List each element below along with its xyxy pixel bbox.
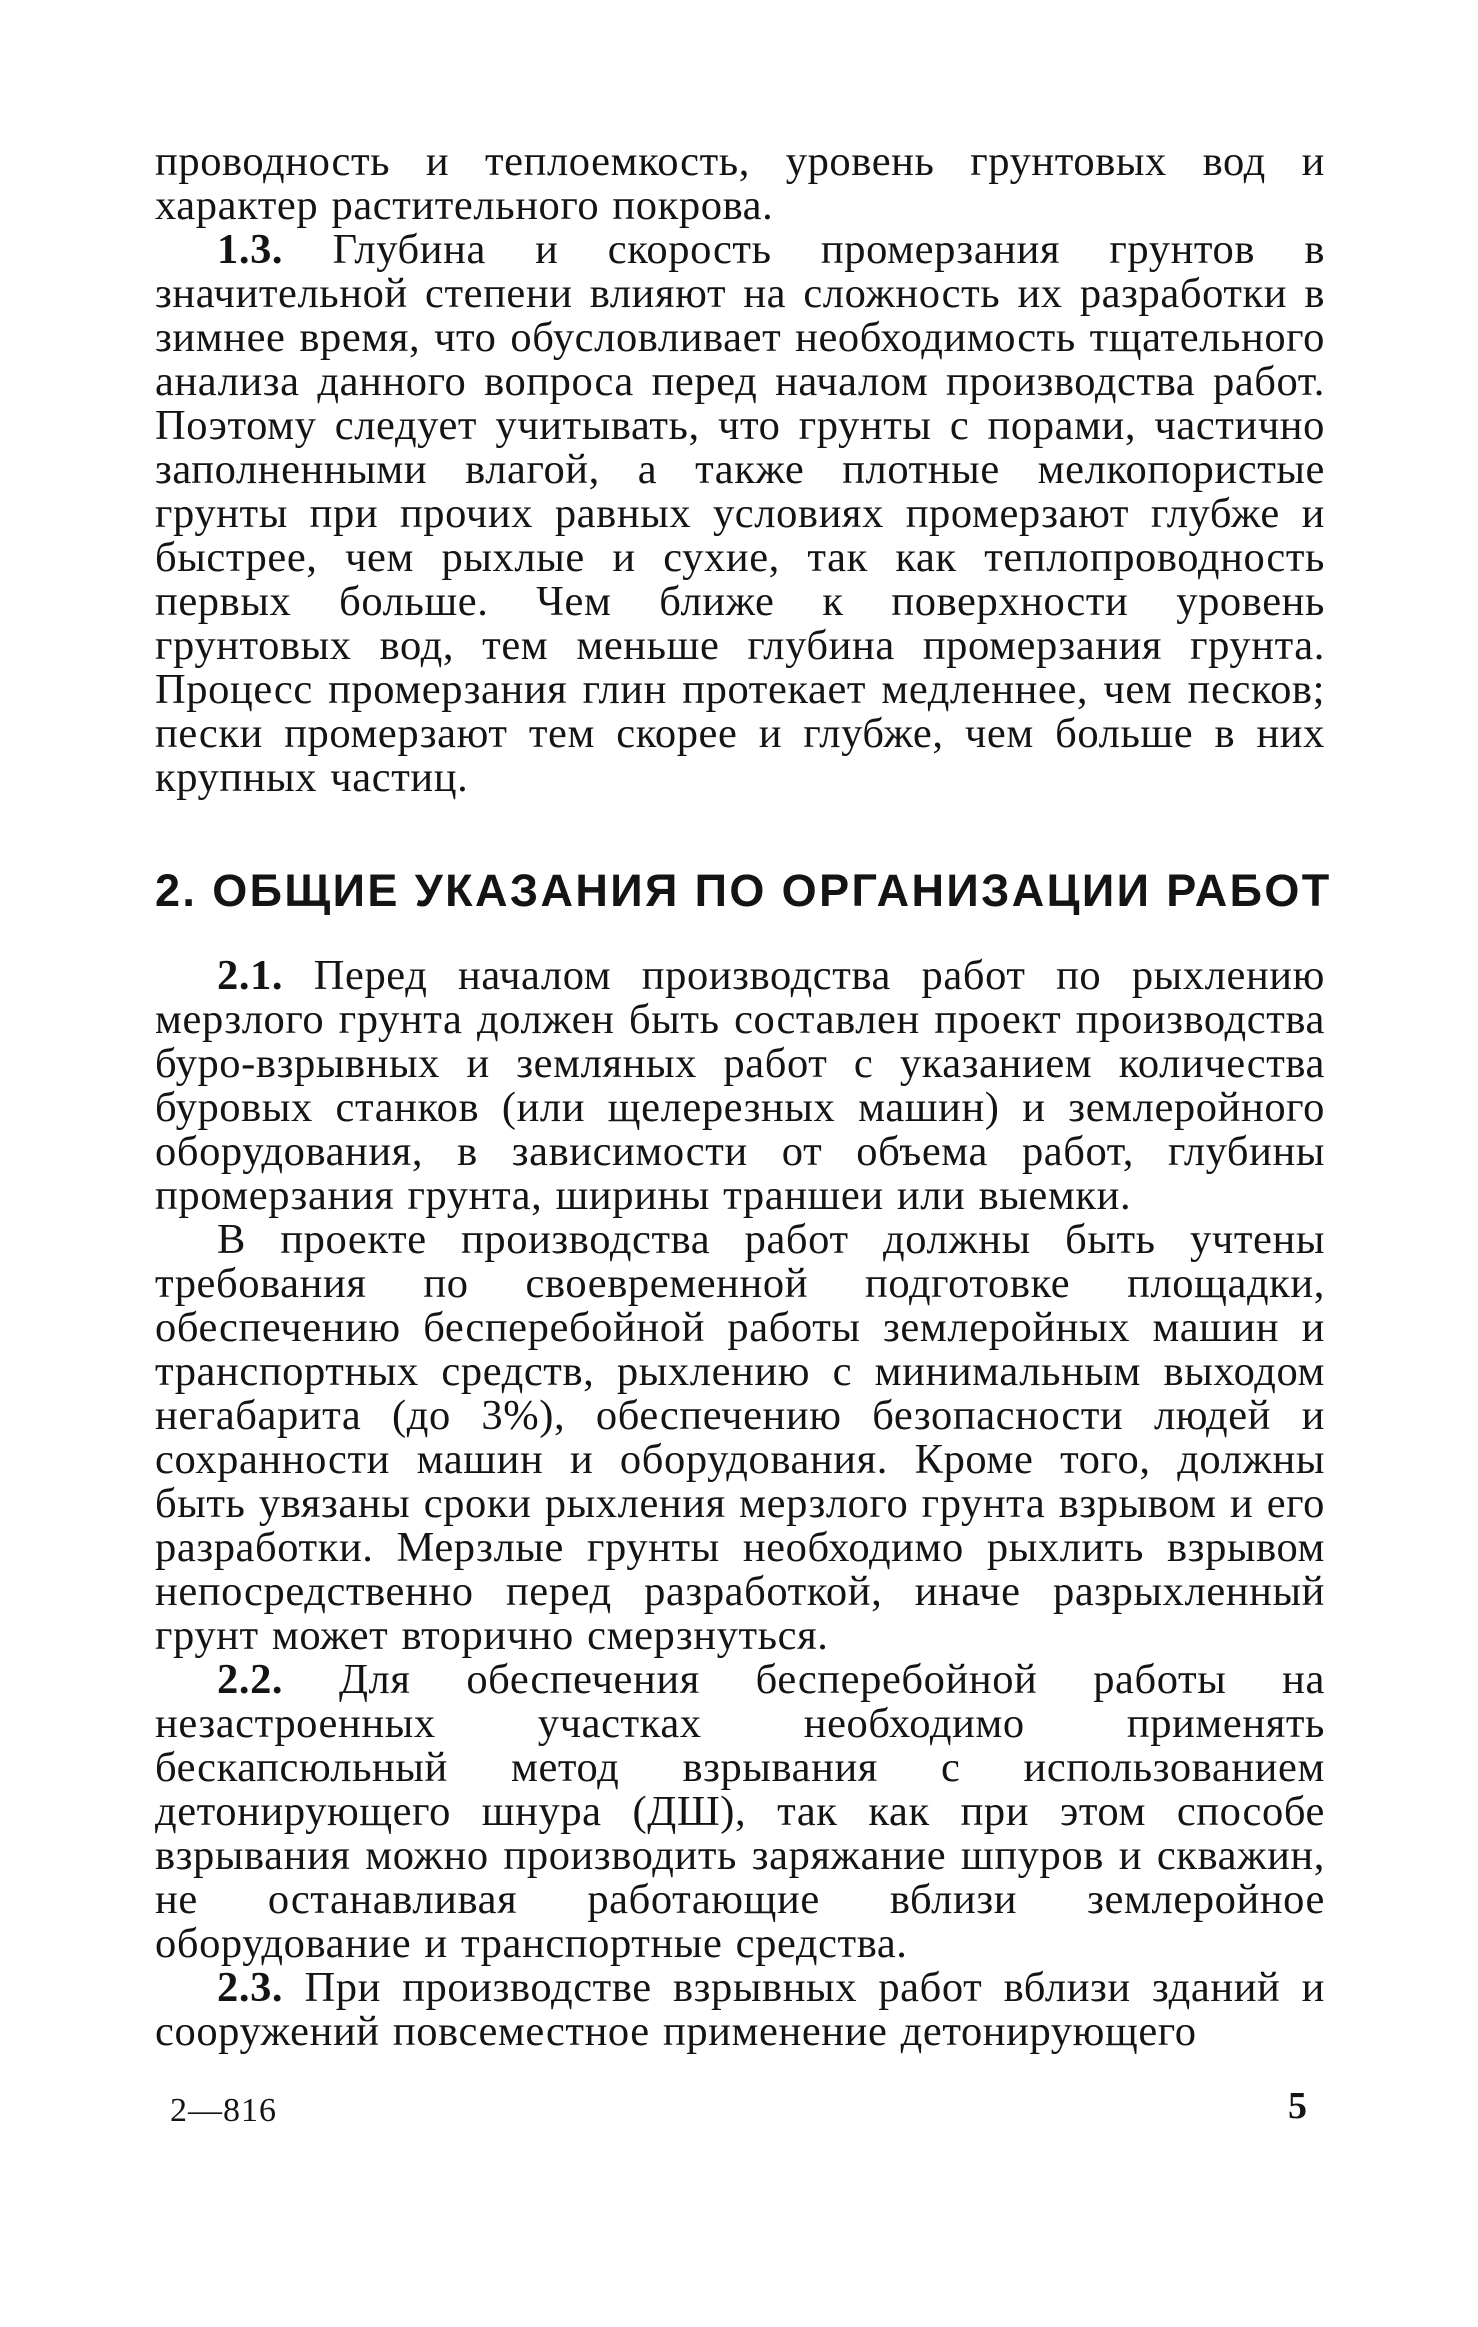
paragraph-text: Для обеспечения бесперебойной работы на незастроенных участках необходимо применять бескапсюльный метод взрывания с использованием детонирующего шнура (ДШ), так как при этом способе взрывания можно производить заряжание шпуров и скважин, не останавливая работающие вблизи землеройное оборудование и транспортные средства. [155,1656,1325,1967]
paragraph-text: Глубина и скорость промерзания грунтов в значительной степени влияют на сложность их разработки в зимнее время, что обусловливает необходимость тщательного анализа данного вопроса перед началом производства работ. Поэтому следует учитывать, что грунты с порами, частично заполненными влагой, а также плотные мелкопористые грунты при прочих равных условиях промерзают глубже и быстрее, чем рыхлые и сухие, так как теплопроводность первых больше. Чем ближе к поверхности уровень грунтовых вод, тем меньше глубина промерзания грунта. Процесс промерзания глин протекает медленнее, чем песков; пески промерзают тем скорее и глубже, чем больше в них крупных частиц. [155,226,1325,801]
paragraph-2-3 [155,1966,1325,2054]
page-number: 5 [1288,2085,1307,2127]
paragraph-number: 2.2. [217,1656,284,1703]
page-footer [0,2085,1478,2142]
paragraph-text: Перед началом производства работ по рыхлению мерзлого грунта должен быть составлен проект производства буро-взрывных и земляных работ с указанием количества буровых станков (или щелерезных машин) и землеройного оборудования, в зависимости от объема работ, глубины промерзания грунта, ширины траншеи или выемки. [155,952,1325,1219]
paragraph-2-1-continued: В проекте производства работ должны быть учтены требования по своевременной подготовке площадки, обеспечению бесперебойной работы землеройных машин и транспортных средств, рыхлению с минимальным выходом негабарита (до 3%), обеспечению безопасности людей и сохранности машин и оборудования. Кроме того, должны быть увязаны сроки рыхления мерзлого грунта взрывом и его разработки. Мерзлые грунты необходимо рыхлить взрывом непосредственно перед разработкой, иначе разрыхленный грунт может вторично смерзнуться. [155,1216,1325,1659]
paragraph-text: При производстве взрывных работ вблизи зданий и сооружений повсеместное применение детонирующего [155,1964,1325,2055]
paragraph-1-3 [155,228,1325,800]
paragraph-number: 1.3. [217,226,284,273]
intro-paragraph: проводность и теплоемкость, уровень грунтовых вод и характер растительного покрова. [155,138,1325,229]
paragraph-number: 2.1. [217,952,284,999]
section-heading: 2. ОБЩИЕ УКАЗАНИЯ ПО ОРГАНИЗАЦИИ РАБОТ [155,865,1332,916]
paragraph-number: 2.3. [217,1964,284,2011]
paragraph-2-2 [155,1658,1325,1966]
signature-mark: 2—816 [170,2092,277,2129]
document-page [155,138,1332,2055]
paragraph-2-1 [155,954,1325,1218]
